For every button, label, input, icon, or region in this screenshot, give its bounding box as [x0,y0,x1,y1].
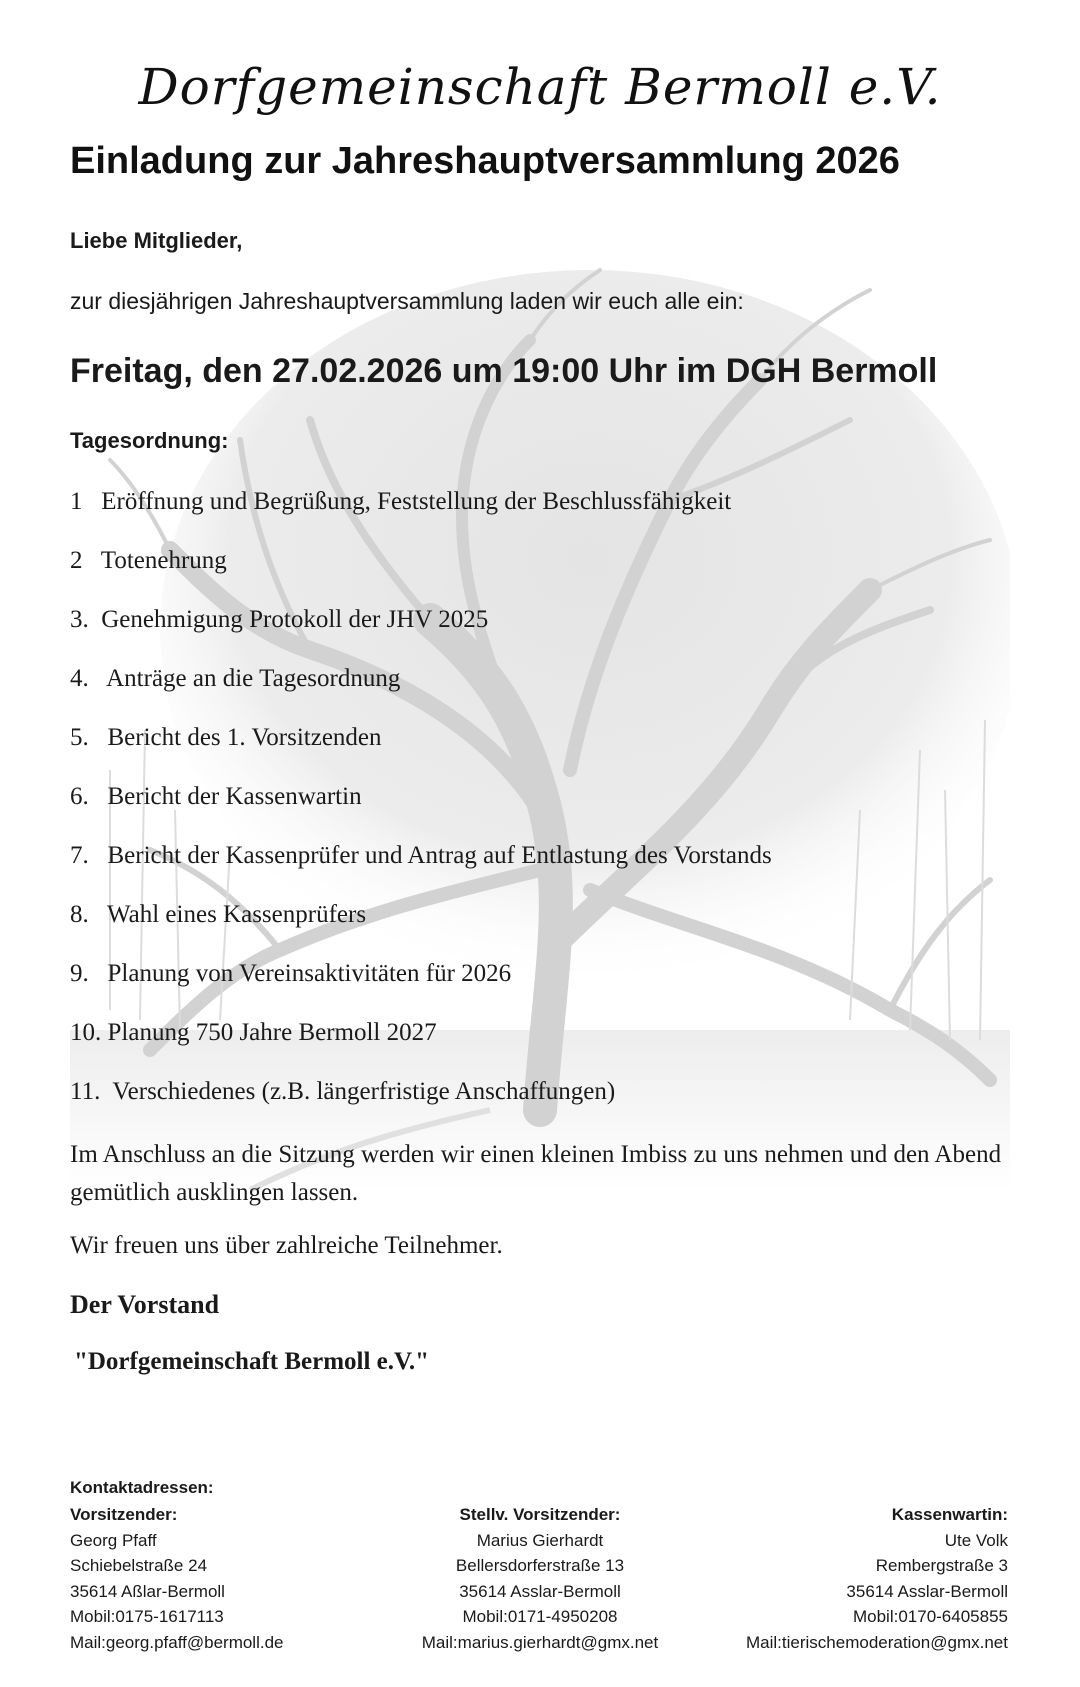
signoff: Der Vorstand [70,1290,220,1319]
contact-phone: Mobil:0170-6405855 [852,1607,1008,1626]
agenda-item: 9. Planung von Vereinsaktivitäten für 2026 [70,960,512,987]
agenda-title: Tagesordnung: [70,428,229,453]
agenda-list [70,488,772,1137]
contact-vice-chair [380,1502,700,1655]
contact-city: 35614 Asslar-Bermoll [459,1581,621,1601]
agenda-item: 5. Bericht des 1. Vorsitzenden [70,724,382,751]
contact-street: Bellersdorferstraße 13 [455,1556,625,1575]
page-title: Einladung zur Jahreshauptversammlung 2026 [70,140,900,182]
contact-city: 35614 Aßlar-Bermoll [70,1581,225,1601]
agenda-item: 6. Bericht der Kassenwartin [70,783,362,810]
agenda-item: 8. Wahl eines Kassenprüfers [70,901,367,928]
contact-street: Rembergstraße 3 [875,1556,1008,1575]
agenda-item: 1 Eröffnung und Begrüßung, Feststellung der Beschlussfähigkeit [70,488,732,515]
thanks-line: Wir freuen uns über zahlreiche Teilnehmer. [70,1232,503,1259]
contact-chair [70,1502,284,1655]
contact-role: Kassenwartin: [891,1505,1008,1524]
club-name-heading: Dorfgemeinschaft Bermoll e.V. [138,58,942,116]
contact-phone: Mobil:0175-1617113 [70,1607,224,1626]
meeting-date-line: Freitag, den 27.02.2026 um 19:00 Uhr im DGH Bermoll [70,352,938,390]
contact-name: Marius Gierhardt [476,1530,604,1550]
greeting: Liebe Mitglieder, [70,228,243,253]
contact-role: Vorsitzender: [70,1505,178,1524]
agenda-item: 10. Planung 750 Jahre Bermoll 2027 [70,1019,437,1046]
intro-text: zur diesjährigen Jahreshauptversammlung laden wir euch alle ein: [70,288,744,314]
contact-role: Stellv. Vorsitzender: [459,1505,621,1524]
agenda-item: 4. Anträge an die Tagesordnung [70,665,401,692]
contact-mail: Mail:tierischemoderation@gmx.net [746,1632,1008,1652]
contact-mail: Mail:georg.pfaff@bermoll.de [70,1632,284,1652]
closing-paragraph: Im Anschluss an die Sitzung werden wir einen kleinen Imbiss zu uns nehmen und den Abend gemütlich ausklingen lassen. [70,1141,1002,1206]
agenda-item: 7. Bericht der Kassenprüfer und Antrag auf Entlastung des Vorstands [70,842,772,869]
contact-street: Schiebelstraße 24 [70,1556,208,1575]
contacts-title: Kontaktadressen: [70,1478,214,1497]
contact-name: Georg Pfaff [70,1530,157,1550]
agenda-item: 2 Totenehrung [70,547,227,574]
contact-phone: Mobil:0171-4950208 [462,1607,618,1626]
contact-mail: Mail:marius.gierhardt@gmx.net [421,1632,659,1652]
contact-name: Ute Volk [944,1530,1008,1550]
contact-city: 35614 Asslar-Bermoll [846,1581,1008,1601]
contact-treasurer [746,1502,1008,1655]
agenda-item: 11. Verschiedenes (z.B. längerfristige Anschaffungen) [70,1078,616,1105]
signoff-organization: "Dorfgemeinschaft Bermoll e.V." [74,1348,429,1375]
agenda-item: 3. Genehmigung Protokoll der JHV 2025 [70,606,489,633]
